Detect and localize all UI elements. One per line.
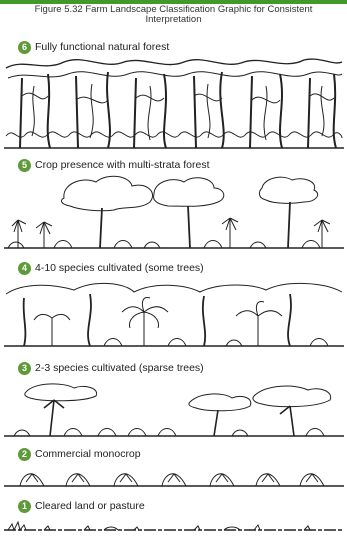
level-3-label-row xyxy=(18,361,204,375)
level-5-badge: 5 xyxy=(18,159,31,172)
level-4-badge: 4 xyxy=(18,262,31,275)
level-5-label: Crop presence with multi-strata forest xyxy=(35,159,210,171)
level-3-sparse-trees-illustration xyxy=(4,378,344,438)
level-1-label: Cleared land or pasture xyxy=(35,500,145,512)
level-1-cleared-land-illustration xyxy=(4,516,344,534)
figure-title-line-2: Interpretation xyxy=(145,14,202,25)
level-3-label: 2-3 species cultivated (sparse trees) xyxy=(35,362,204,374)
figure-title-line-1: Figure 5.32 Farm Landscape Classification Graphic for Consistent xyxy=(34,4,313,15)
level-5-label-row xyxy=(18,158,209,172)
figure-title xyxy=(0,5,347,25)
level-4-mixed-crops-illustration xyxy=(4,276,344,348)
level-4-label: 4-10 species cultivated (some trees) xyxy=(35,262,204,274)
level-4-label-row xyxy=(18,261,204,275)
level-6-badge: 6 xyxy=(18,41,31,54)
level-2-monocrop-illustration xyxy=(4,462,344,488)
level-5-multistrata-illustration xyxy=(4,172,344,250)
level-1-label-row xyxy=(18,499,145,513)
level-6-forest-illustration xyxy=(4,56,344,150)
level-6-label-row xyxy=(18,40,169,54)
level-2-badge: 2 xyxy=(18,448,31,461)
level-2-label: Commercial monocrop xyxy=(35,448,141,460)
level-3-badge: 3 xyxy=(18,362,31,375)
level-6-label: Fully functional natural forest xyxy=(35,41,170,53)
level-1-badge: 1 xyxy=(18,500,31,513)
level-2-label-row xyxy=(18,447,141,461)
